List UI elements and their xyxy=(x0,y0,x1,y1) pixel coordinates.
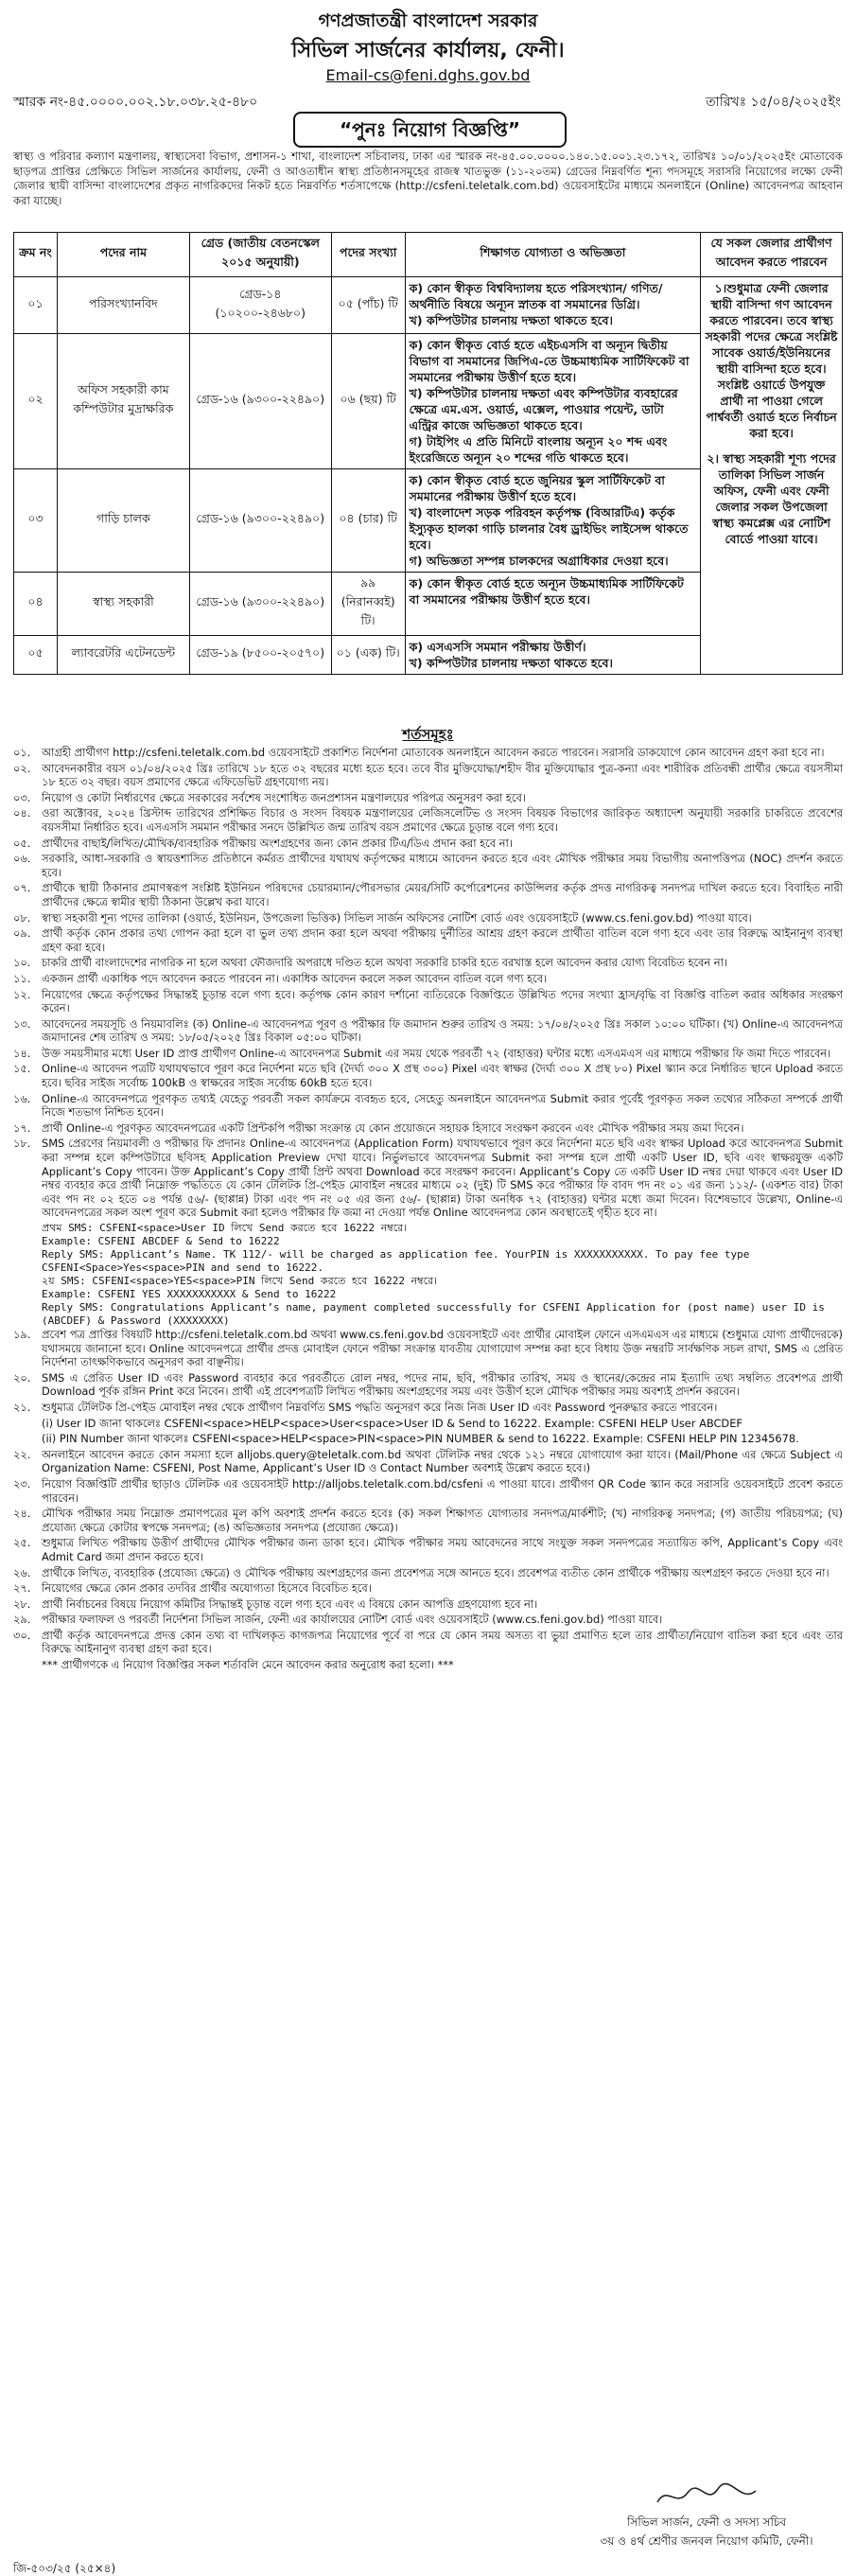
signature-block xyxy=(574,2479,839,2552)
term-item xyxy=(13,1566,843,1580)
qualification-cell xyxy=(405,573,700,636)
term-number: ২৪. xyxy=(13,1507,31,1521)
term-number: ১৮. xyxy=(13,1137,31,1151)
term-text: প্রার্থী Online-এ পূরণকৃত আবেদনপত্রের একটি প্রিন্টকপি পরীক্ষা সংক্রান্ত যে কোন প্রয়োজনে সহায়ক হিসাবে সংরক্ষণ করবেন এবং মৌখিক পরীক্ষার সময় জমা দিবেন। xyxy=(42,1120,744,1135)
term-number: ০৩. xyxy=(13,790,31,804)
term-number: ০৫. xyxy=(13,836,31,850)
term-item xyxy=(13,762,843,789)
qualification-line: খ) বাংলাদেশ সড়ক পরিবহন কর্তৃপক্ষ (বিআরটিএ) কর্তৃক ইস্যুকৃত হালকা গাড়ি চালনার বৈধ ড্রাইভিং লাইসেন্স থাকতে হবে। xyxy=(409,505,689,552)
government-name: গণপ্রজাতন্ত্রী বাংলাদেশ সরকার xyxy=(318,10,538,31)
term-number xyxy=(13,1417,42,1431)
term-number: ১৬. xyxy=(13,1091,31,1105)
term-item xyxy=(13,1062,843,1089)
term-text: আবেদনকারীর বয়স ০১/০৪/২০২৫ খ্রিঃ তারিখে ১৮ হতে ৩২ বছরের মধ্যে হতে হবে। তবে বীর মুক্তিযোদ্ধা/শহীদ বীর মুক্তিযোদ্ধার পুত্র-কন্যা এবং শারীরিক প্রতিবন্ধী প্রার্থীর ক্ষেত্রে বয়সসীমা ১৮ হতে ৩২ বছর। বয়স প্রমাণের ক্ষেত্রে এফিডেভিট গ্রহণযোগ্য নয়। xyxy=(42,761,843,789)
term-text: (i) User ID জানা থাকলেঃ CSFENI<space>HELP<space>User<space>User ID & Send to 16222. Example: CSFENI HELP User ABCDEF xyxy=(42,1416,742,1430)
committee-name: ৩য় ও ৪র্থ শ্রেণীর জনবল নিয়োগ কমিটি, ফেনী। xyxy=(600,2534,813,2548)
qualification-line: ক) কোন স্বীকৃত বোর্ড হতে জুনিয়র স্কুল সার্টিফিকেট বা সমমানের পরীক্ষায় উত্তীর্ণ হতে হবে। xyxy=(409,473,665,503)
term-item xyxy=(13,852,843,879)
qualification-line: গ) অভিজ্ঞতা সম্পন্ন চালকদের অগ্রাধিকার দেওয়া হবে। xyxy=(409,554,669,568)
term-text: সরকারি, আধা-সরকারি ও স্বায়ত্তশাসিত প্রতিষ্ঠানে কর্মরত প্রার্থীদের যথাযথ কর্তৃপক্ষের মাধ্যমে আবেদন করতে হবে এবং মৌখিক পরীক্ষার সময় বিভাগীয় অনাপত্তিপত্র (NOC) প্রদর্শন করতে হবে। xyxy=(42,852,843,879)
post-count-cell: ০৬ (ছয়) টি xyxy=(331,334,405,469)
col-header: পদের সংখ্যা xyxy=(331,233,405,277)
grade-cell: গ্রেড-১৯ (৮৫০০-২০৫৭০) xyxy=(189,636,331,675)
term-number: ১১. xyxy=(13,971,31,985)
qualification-line: খ) কম্পিউটার চালনায় দক্ষতা থাকতে হবে। xyxy=(409,313,613,327)
term-item xyxy=(13,1536,843,1563)
term-number: ০৮. xyxy=(13,910,31,925)
term-text: Online-এ আবেদন পত্রটি যথাযথভাবে পূরণ করে নির্দেশনা মতে ছবি (দৈর্ঘ্য ৩০০ X প্রস্থ ৩০০) Pixel এবং স্বাক্ষর (দৈর্ঘ্য ৩০০ X প্রস্থ ৮০) Pixel স্ক্যান করে নির্ধারিত স্থানে Upload করতে হবে। ছবির সাইজ সর্বোচ্চ 100kB ও স্বাক্ষরের সাইজ সর্বোচ্চ 60kB হতে হবে। xyxy=(42,1062,843,1090)
grade-cell: গ্রেড-১৬ (৯৩০০-২২৪৯০) xyxy=(189,573,331,636)
qualification-cell xyxy=(405,636,700,675)
col-header: শিক্ষাগত যোগ্যতা ও অভিজ্ঞতা xyxy=(405,233,700,277)
term-number: ১০. xyxy=(13,956,31,970)
table-header-row xyxy=(14,233,843,277)
serial-cell: ০২ xyxy=(14,334,58,469)
term-number: ২৬. xyxy=(13,1565,31,1579)
qualification-cell xyxy=(405,334,700,469)
term-item xyxy=(13,1613,843,1627)
term-number: ১৪. xyxy=(13,1046,31,1060)
term-item xyxy=(13,1448,843,1475)
posts-table xyxy=(13,232,843,675)
eligibility-note: ২। স্বাস্থ্য সহকারী শূণ্য পদের তালিকা সিভিল সার্জন অফিস, ফেনী এবং ফেনী জেলার সকল উপজেলা স্বাস্থ্য কমপ্লেক্স এর নোটিশ বোর্ডে পাওয়া যাবে। xyxy=(707,451,836,546)
post-count-cell: ০১ (এক) টি। xyxy=(331,636,405,675)
term-number: ১৭. xyxy=(13,1120,31,1135)
term-item xyxy=(13,972,843,986)
term-item xyxy=(13,988,843,1015)
term-item xyxy=(13,1047,843,1061)
qualification-line: ক) এসএসসি সমমান পরীক্ষায় উত্তীর্ণ। xyxy=(409,640,586,654)
term-number: ৩০. xyxy=(13,1628,31,1642)
term-number: ১৩. xyxy=(13,1016,31,1031)
term-number: ১৯. xyxy=(13,1328,31,1341)
post-count-cell: ০৪ (চার) টি xyxy=(331,469,405,573)
term-item xyxy=(13,926,843,954)
col-header: পদের নাম xyxy=(57,233,189,277)
qualification-line: খ) কম্পিউটার চালনায় দক্ষতা থাকতে হবে। xyxy=(409,656,613,670)
qualification-line: ক) কোন স্বীকৃত বোর্ড হতে অন্যূন উচ্চমাধ্যমিক সার্টিফিকেট বা সমমানের পরীক্ষায় উত্তীর্ণ হতে হবে। xyxy=(409,576,684,607)
post-name-cell: পরিসংখ্যানবিদ xyxy=(57,277,189,334)
term-item xyxy=(13,837,843,851)
term-number: ২৯. xyxy=(13,1613,31,1627)
terms-list xyxy=(13,746,843,1674)
term-number xyxy=(13,1658,42,1672)
term-text: আবেদনের সময়সূচি ও নিয়মাবলিঃ (ক) Online-এ আবেদনপত্র পূরণ ও পরীক্ষার ফি জমাদান শুরুর তারিখ ও সময়: ১৭/০৪/২০২৫ খ্রিঃ সকাল ১০:০০ ঘটিকা। (খ) Online-এ আবেদনপত্র জমাদানের শেষ তারিখ ও সময়: ১৮/০৫/২০২৫ খ্রিঃ বিকাল ০৫:০০ ঘটিকা। xyxy=(42,1016,843,1045)
memo-number: স্মারক নং-৪৫.০০০০.০০২.১৮.০৩৮.২৫-৪৮০ xyxy=(13,95,258,110)
col-header: যে সকল জেলার প্রার্থীগণ আবেদন করতে পারবেন xyxy=(701,233,843,277)
term-item xyxy=(13,1371,843,1399)
term-text: নিয়োগের ক্ষেত্রে কোন প্রকার তদবির প্রার্থীর অযোগ্যতা হিসেবে বিবেচিত হবে। xyxy=(42,1581,372,1596)
term-number: ২০. xyxy=(13,1370,31,1385)
term-text: শুধুমাত্র লিখিত পরীক্ষায় উত্তীর্ণ প্রার্থীদের মৌখিক পরীক্ষার জন্য ডাকা হবে। মৌখিক পরীক্ষার সময় আবেদনের সাথে সংযুক্ত সকল সনদপত্রের সত্যায়িত কপি, Applicant’s Copy এবং Admit Card জমা প্রদান করতে হবে। xyxy=(42,1536,843,1563)
term-text: প্রার্থী নির্বাচনের বিষয়ে নিয়োগ কমিটির সিদ্ধান্তই চূড়ান্ত বলে গণ্য হবে এবং এ বিষয়ে কোন আপত্তি গ্রহণযোগ্য হবে না। xyxy=(42,1597,538,1611)
terms-heading: শর্তসমূহঃ xyxy=(402,726,454,743)
grade-cell: গ্রেড-১৪ (১০২০০-২৪৬৮০) xyxy=(189,277,331,334)
term-text: প্রার্থী কর্তৃক আবেদনপত্রে প্রদত্ত কোন তথ্য বা দাখিলকৃত কাগজপত্র নিয়োগের পূর্বে বা পরে যে কোন সময় অসত্য বা ভুয়া প্রমাণিত হলে তার প্রার্থীতা/নিয়োগ বাতিল করা হবে এবং তার বিরুদ্ধে আইনানুগ ব্যবস্থা গ্রহণ করা হবে। xyxy=(42,1628,843,1656)
term-number: ২৭. xyxy=(13,1581,31,1596)
term-text: আগ্রহী প্রার্থীগণ http://csfeni.teletalk.com.bd ওয়েবসাইটে প্রকাশিত নির্দেশনা মোতাবেক অনলাইনে আবেদন করতে পারবেন। সরাসরি ডাকযোগে কোন আবেদন গ্রহণ করা হবে না। xyxy=(42,746,825,759)
qualification-line: ক) কোন স্বীকৃত বিশ্ববিদ্যালয় হতে পরিসংখ্যান/ গণিত/ অর্থনীতি বিষয়ে অন্যূন স্নাতক বা সমমানের ডিগ্রি। xyxy=(409,281,663,311)
term-item xyxy=(13,806,843,834)
office-email: Email-cs@feni.dghs.gov.bd xyxy=(325,66,531,84)
term-number: ০৭. xyxy=(13,881,31,895)
sms-line: Example: CSFENI YES XXXXXXXXXXX & Send to 16222 xyxy=(42,1288,337,1300)
term-text: ওরা অক্টোবর, ২০২৪ খ্রিস্টাব্দ তারিখের প্রশিক্ষিত বিচার ও সংসদ বিষয়ক মন্ত্রণালয়ের লেজিসলেটিভ ও সংসদ বিষয়ক বিভাগের জারিকৃত অধ্যাদেশ অনুযায়ী সরকারি চাকরিতে প্রবেশের বয়সসীমা নির্ধারিত হবে। এসএসসি সমমান পরীক্ষার সনদে উল্লিখিত জন্ম তারিখ বয়স প্রমাণের ক্ষেত্রে চূড়ান্ত বলে গণ্য হবে। xyxy=(42,806,843,834)
office-name: সিভিল সার্জনের কার্যালয়, ফেনী। xyxy=(291,39,565,62)
term-text: Online-এ আবেদনপত্রে পূরণকৃত তথ্যই যেহেতু পরবর্তী সকল কার্যক্রমে ব্যবহৃত হবে, সেহেতু অনলাইনে আবেদনপত্র Submit করার পূর্বেই পূরণকৃত সকল তথ্যের সঠিকতা সম্পর্কে প্রার্থী নিজে শতভাগ নিশ্চিত হবেন। xyxy=(42,1091,843,1120)
term-item xyxy=(13,881,843,909)
term-text: নিয়োগ ও কোটা নির্ধারণের ক্ষেত্রে সরকারের সর্বশেষ সংশোধিত জনপ্রশাসন মন্ত্রণালয়ের পরিপত্র অনুসরণ করা হবে। xyxy=(42,790,526,804)
term-text: পরীক্ষার ফলাফল ও পরবর্তী নির্দেশনা সিভিল সার্জন, ফেনী এর কার্যালয়ের নোটিশ বোর্ড এবং ওয়েবসাইটে (www.cs.feni.gov.bd) পাওয়া যাবে। xyxy=(42,1613,663,1627)
grade-cell: গ্রেড-১৬ (৯৩০০-২২৪৯০) xyxy=(189,334,331,469)
term-number: ১৫. xyxy=(13,1062,31,1076)
term-number: ০৯. xyxy=(13,926,31,941)
issue-date: তারিখঃ ১৫/০৪/২০২৫ইং xyxy=(706,95,841,110)
sms-line: Reply SMS: Applicant’s Name. TK 112/- will be charged as application fee. YourPIN is XXXXXXXXXXX. To pay fee type CSFENI<Space>Yes<space>PIN and send to 16222. xyxy=(42,1248,750,1274)
term-item xyxy=(13,1121,843,1136)
term-text: অনলাইনে আবেদন করতে কোন সমস্যা হলে alljobs.query@teletalk.com.bd অথবা টেলিটক নম্বর থেকে ১২১ নম্বরে যোগাযোগ করা যাবে। (Mail/Phone এর ক্ষেত্রে Subject এ Organization Name: CSFENI, Post Name, Applicant’s User ID ও Contact Number অবশ্যই উল্লেখ করতে হবে।) xyxy=(42,1447,843,1475)
grade-cell: গ্রেড-১৬ (৯৩০০-২২৪৯০) xyxy=(189,469,331,573)
term-text: নিয়োগ বিজ্ঞপ্তিটি প্রার্থীর ছাড়াও টেলিটক এর ওয়েবসাইট http://alljobs.teletalk.com.bd/csfeni এ পাওয়া যাবে। প্রার্থীগণ QR Code স্ক্যান করে সরাসরি ওয়েবসাইটে প্রবেশ করতে পারবেন। xyxy=(42,1476,843,1505)
term-number: ০৪. xyxy=(13,806,31,820)
term-item xyxy=(13,1597,843,1612)
term-text: প্রার্থীকে লিখিত, ব্যবহারিক (প্রযোজ্য ক্ষেত্রে) ও মৌখিক পরীক্ষায় অংশগ্রহণের জন্য প্রবেশপত্র সঙ্গে আনতে হবে। প্রবেশপত্র ব্যতীত কোন প্রার্থীকে পরীক্ষায় অংশগ্রহণ করতে দেওয়া হবে না। xyxy=(42,1565,830,1579)
col-header: গ্রেড (জাতীয় বেতনস্কেল ২০১৫ অনুযায়ী) xyxy=(189,233,331,277)
qualification-line: গ) টাইপিং এ প্রতি মিনিটে বাংলায় অন্যূন ২০ শব্দ এবং ইংরেজিতে অন্যূন ২০ শব্দের গতি থাকতে হবে। xyxy=(409,434,668,465)
term-text: প্রার্থীকে স্থায়ী ঠিকানার প্রমাণস্বরূপ সংশ্লিষ্ট ইউনিয়ন পরিষদের চেয়ারম্যান/পৌরসভার মেয়র/সিটি কর্পোরেশনের কাউন্সিলর কর্তৃক প্রদত্ত নাগরিকত্ব সনদপত্র দাখিল করতে হবে। বিবাহিত নারী প্রার্থীদের ক্ষেত্রে স্বামীর স্থায়ী ঠিকানা উল্লেখ করা যাবে। xyxy=(42,881,843,909)
term-item xyxy=(13,1658,843,1672)
term-number: ২৮. xyxy=(13,1597,31,1611)
term-number: ২২. xyxy=(13,1447,31,1461)
term-text: প্রার্থী কর্তৃক কোন প্রকার তথ্য গোপন করা হলে বা ভুল তথ্য প্রদান করা হলে অথবা পরীক্ষায় দুর্নীতির আশ্রয় গ্রহণ করলে প্রার্থীতা বাতিল বলে গণ্য হবে এবং তার বিরুদ্ধে আইনানুগ ব্যবস্থা গ্রহণ করা হবে। xyxy=(42,926,843,954)
eligibility-cell xyxy=(701,277,843,675)
term-item xyxy=(13,1401,843,1415)
signature-mark xyxy=(650,2479,763,2512)
footer-code: জি-৫০৩/২৫ (২৫×৪) xyxy=(13,2562,116,2575)
qualification-line: ক) কোন স্বীকৃত বোর্ড হতে এইচএসসি বা অন্যূন দ্বিতীয় বিভাগ বা সমমানের জিপিএ-তে উচ্চমাধ্যমিক সার্টিফিকেট বা সমমানের পরীক্ষায় উত্তীর্ণ হতে হবে। xyxy=(409,338,690,384)
term-number: ২৩. xyxy=(13,1476,31,1491)
signatory-title: সিভিল সার্জন, ফেনী ও সদস্য সচিব xyxy=(626,2515,787,2529)
term-number: ০২. xyxy=(13,761,31,775)
term-number: ০৬. xyxy=(13,852,31,866)
term-item xyxy=(13,1432,843,1446)
sms-line: Reply SMS: Congratulations Applicant’s name, payment completed successfully for CSFENI Application for (post name) user ID is (ABCDEF) & Password (XXXXXXXX) xyxy=(42,1301,825,1327)
term-text: (ii) PIN Number জানা থাকলেঃ CSFENI<space>HELP<space>PIN<space>PIN NUMBER & send to 16222. Example: CSFENI HELP PIN 12345678. xyxy=(42,1432,799,1446)
term-item xyxy=(13,1507,843,1534)
sms-line: Example: CSFENI ABCDEF & Send to 16222 xyxy=(42,1235,280,1247)
term-text: উক্ত সময়সীমার মধ্যে User ID প্রাপ্ত প্রার্থীগণ Online-এ আবেদনপত্র Submit এর সময় থেকে পরবর্তী ৭২ (বাহাত্তর) ঘন্টার মধ্যে এসএমএস এর মাধ্যমে পরীক্ষার ফি জমা দিতে পারবেন। xyxy=(42,1046,831,1060)
term-number: ১২. xyxy=(13,987,31,1001)
term-number xyxy=(13,1432,42,1446)
serial-cell: ০৫ xyxy=(14,636,58,675)
col-header: ক্রম নং xyxy=(14,233,58,277)
term-item xyxy=(13,791,843,805)
post-count-cell: ০৫ (পাঁচ) টি xyxy=(331,277,405,334)
term-item xyxy=(13,956,843,970)
term-item xyxy=(13,1328,843,1369)
table-row xyxy=(14,277,843,334)
intro-paragraph: স্বাস্থ্য ও পরিবার কল্যাণ মন্ত্রণালয়, স্বাস্থ্যসেবা বিভাগ, প্রশাসন-১ শাখা, বাংলাদেশ সচিবালয়, ঢাকা এর স্মারক নং-৪৫.০০.০০০০.১৪০.১৫.০০১.২৩.১৭২, তারিখঃ ১০/০১/২০২৫ইং মোতাবেক ছাড়পত্র প্রাপ্তির প্রেক্ষিতে সিভিল সার্জনের কার্যালয়, ফেনী ও আওতাধীন স্বাস্থ্য প্রতিষ্ঠানসমূহের রাজস্ব খাতভুক্ত (১১-২০তম) গ্রেডের নিম্নবর্ণিত শূন্য পদসমূহে সরাসরি নিয়োগের লক্ষ্যে ফেনী জেলার স্থায়ী বাসিন্দা বাংলাদেশের প্রকৃত নাগরিকদের নিকট হতে নিম্নবর্ণিত শর্তসাপেক্ষে (http://csfeni.teletalk.com.bd) ওয়েবসাইটের মাধ্যমে অনলাইনে (Online) আবেদনপত্র আহবান করা যাচ্ছে। xyxy=(13,150,843,207)
term-text: শুধুমাত্র টেলিটক প্রি-পেইড মোবাইল নম্বর থেকে প্রার্থীগণ নিম্নবর্ণিত SMS পদ্ধতি অনুসরণ করে নিজ নিজ User ID এবং Password পুনরুদ্ধার করতে পারবেন। xyxy=(42,1400,718,1414)
post-count-cell: ৯৯ (নিরানব্বই) টি। xyxy=(331,573,405,636)
sms-instructions xyxy=(13,1222,843,1328)
term-text: *** প্রার্থীগণকে এ নিয়োগ বিজ্ঞপ্তির সকল শর্তাবলি মেনে আবেদন করার অনুরোধ করা হলো। *** xyxy=(42,1658,454,1672)
term-text: নিয়োগের ক্ষেত্রে কর্তৃপক্ষের সিদ্ধান্তই চূড়ান্ত বলে গণ্য হবে। কর্তৃপক্ষ কোন কারণ দর্শানো ব্যতিরেকে বিজ্ঞপ্তিতে উল্লিখিত পদের সংখ্যা হ্রাস/বৃদ্ধি বা বিজ্ঞপ্তি বাতিল করার অধিকার সংরক্ষণ করেন। xyxy=(42,987,843,1015)
qualification-line: খ) কম্পিউটার চালনায় দক্ষতা এবং কম্পিউটার ব্যবহারের ক্ষেত্রে এম.এস. ওয়ার্ড, এক্সেল, পাওয়ার পয়েন্ট, ডাটা এন্ট্রির কাজে অভিজ্ঞতা থাকতে হবে। xyxy=(409,386,678,432)
post-name-cell: স্বাস্থ্য সহকারী xyxy=(57,573,189,636)
term-item xyxy=(13,911,843,926)
sms-line: ২য় SMS: CSFENI<space>YES<space>PIN লিখে Send করতে হবে 16222 নম্বরে। xyxy=(42,1275,438,1287)
term-number: ০১. xyxy=(13,746,31,759)
term-text: মৌখিক পরীক্ষার সময় নিম্নোক্ত প্রমাণপত্রের মূল কপি অবশ্যই প্রদর্শন করতে হবেঃ (ক) সকল শিক্ষাগত যোগ্যতার সনদপত্র/মার্কশীট; (খ) নাগরিকত্ব সনদপত্র; (গ) জাতীয় পরিচয়পত্র; (ঘ) প্রযোজ্য ক্ষেত্রে কোটার স্বপক্ষে সনদপত্র; (ঙ) অভিজ্ঞতার সনদপত্র (প্রযোজ্য ক্ষেত্রে)। xyxy=(42,1507,843,1534)
post-name-cell: অফিস সহকারী কাম কম্পিউটার মুদ্রাক্ষরিক xyxy=(57,334,189,469)
serial-cell: ০৩ xyxy=(14,469,58,573)
term-text: একজন প্রার্থী একাধিক পদে আবেদন করতে পারবেন না। একাধিক আবেদন করলে সকল আবেদন বাতিল বলে গণ্য হবে। xyxy=(42,971,548,985)
term-item xyxy=(13,1017,843,1045)
term-text: চাকরি প্রার্থী বাংলাদেশের নাগরিক না হলে অথবা ফৌজদারি অপরাধে দণ্ডিত হলে অথবা সরকারি চাকরি হতে বরখাস্ত হলে আবেদন করার যোগ্য বিবেচিত হবেন না। xyxy=(42,956,727,970)
sms-line: প্রথম SMS: CSFENI<space>User ID লিখে Send করতে হবে 16222 নম্বরে। xyxy=(42,1222,408,1234)
term-item xyxy=(13,1092,843,1120)
term-item xyxy=(13,746,843,760)
term-text: স্বাস্থ্য সহকারী শূন্য পদের তালিকা (ওয়ার্ড, ইউনিয়ন, উপজেলা ভিত্তিক) সিভিল সার্জন অফিসের নোটিশ বোর্ড এবং ওয়েবসাইটে (www.cs.feni.gov.bd) পাওয়া যাবে। xyxy=(42,910,752,925)
term-item xyxy=(13,1629,843,1656)
post-name-cell: ল্যাবরেটরি এটেনডেন্ট xyxy=(57,636,189,675)
term-text: প্রবেশ পত্র প্রাপ্তির বিষয়টি http://csfeni.teletalk.com.bd অথবা www.cs.feni.gov.bd ওয়েবসাইটে এবং প্রার্থীর মোবাইল ফোনে এসএমএস এর মাধ্যমে (শুধুমাত্র যোগ্য প্রার্থীদেরকে) যথাসময়ে জানানো হবে। Online আবেদনপত্রে প্রার্থীর প্রদত্ত মোবাইল ফোনে পরীক্ষা সংক্রান্ত যাবতীয় যোগাযোগ সম্পন্ন করা হবে বিধায় উক্ত নম্বরটি সার্বক্ষণিক সচল রাখা, SMS এ প্রেরিত নির্দেশনা তাৎক্ষণিকভাবে অনুসরণ করা বাঞ্ছনীয়। xyxy=(42,1328,843,1369)
notice-title: “পুনঃ নিয়োগ বিজ্ঞপ্তি” xyxy=(293,112,567,148)
term-number: ২১. xyxy=(13,1400,31,1414)
qualification-cell xyxy=(405,277,700,334)
term-item xyxy=(13,1417,843,1431)
eligibility-note: ১।শুধুমাত্র ফেনী জেলার স্থায়ী বাসিন্দা গণ আবেদন করতে পারবেন। তবে স্বাস্থ্য সহকারী পদের ক্ষেত্রে সংশ্লিষ্ট সাবেক ওয়ার্ড/ইউনিয়নের স্থায়ী বাসিন্দা হতে হবে। সংশ্লিষ্ট ওয়ার্ডে উপযুক্ত প্রার্থী না পাওয়া গেলে পার্শ্ববর্তী ওয়ার্ড হতে নির্বাচন করা হবে। xyxy=(705,281,838,440)
term-item xyxy=(13,1477,843,1505)
post-name-cell: গাড়ি চালক xyxy=(57,469,189,573)
term-text: SMS প্রেরণের নিয়মাবলী ও পরীক্ষার ফি প্রদানঃ Online-এ আবেদনপত্র (Application Form) যথাযথভাবে পূরণ করে নির্দেশনা মতে ছবি এবং স্বাক্ষর Upload করে আবেদনপত্র Submit করা সম্পন্ন হলে কম্পিউটারে ছবিসহ Application Preview দেখা যাবে। নির্ভুলভাবে আবেদনপত্র Submit করা সম্পন্ন হলে প্রার্থী একটি User ID, ছবি এবং স্বাক্ষরযুক্ত একটি Applicant’s Copy পাবেন। উক্ত Applicant’s Copy প্রার্থী প্রিন্ট অথবা Download করে সংরক্ষণ করবেন। Applicant’s Copy তে একটি User ID নম্বর দেয়া থাকবে এবং User ID নম্বর ব্যবহার করে প্রার্থী নিম্নোক্ত পদ্ধতিতে যে কোন টেলিটক প্রি-পেইড মোবাইল নম্বরের মাধ্যমে ০২ (দুই) টি SMS করে পরীক্ষার ফি বাবদ পদ নং ০১ এর জন্য ১১২/- (একশত বার) টাকা এবং পদ নং ০২ হতে ০৪ পর্যন্ত ৫৬/- (ছাপ্পান্ন) টাকা এবং পদ নং ০৫ এর জন্য ৫৬/- (ছাপ্পান্ন) টাকা অনধিক ৭২ (বাহাত্তর) ঘন্টার মধ্যে জমা দিবেন। বিশেষভাবে উল্লেখ্য, Online-এ আবেদনপত্রের সকল অংশ পূরণ করে Submit করা হলেও পরীক্ষার ফি জমা না দেওয়া পর্যন্ত Online আবেদনপত্র কোন অবস্থাতেই গৃহীত হবে না। xyxy=(42,1137,843,1220)
term-text: SMS এ প্রেরিত User ID এবং Password ব্যবহার করে পরবর্তীতে রোল নম্বর, পদের নাম, ছবি, পরীক্ষার তারিখ, সময় ও স্থানের/কেন্দ্রের নাম ইত্যাদি তথ্য সম্বলিত প্রবেশপত্র প্রার্থী Download পূর্বক রঙ্গিন Print করে নিবেন। প্রার্থী এই প্রবেশপত্রটি লিখিত পরীক্ষায় অংশগ্রহণের সময় এবং উত্তীর্ণ হলে মৌখিক পরীক্ষার সময় অবশ্যই প্রদর্শন করবেন। xyxy=(42,1370,843,1399)
term-number: ২৫. xyxy=(13,1536,31,1550)
term-item xyxy=(13,1137,843,1220)
serial-cell: ০৪ xyxy=(14,573,58,636)
term-item xyxy=(13,1581,843,1596)
serial-cell: ০১ xyxy=(14,277,58,334)
qualification-cell xyxy=(405,469,700,573)
term-text: প্রার্থীদের বাছাই/লিখিত/মৌখিক/ব্যবহারিক পরীক্ষায় অংশগ্রহণের জন্য কোন প্রকার টিএ/ডিএ প্রদান করা হবে না। xyxy=(42,836,513,850)
